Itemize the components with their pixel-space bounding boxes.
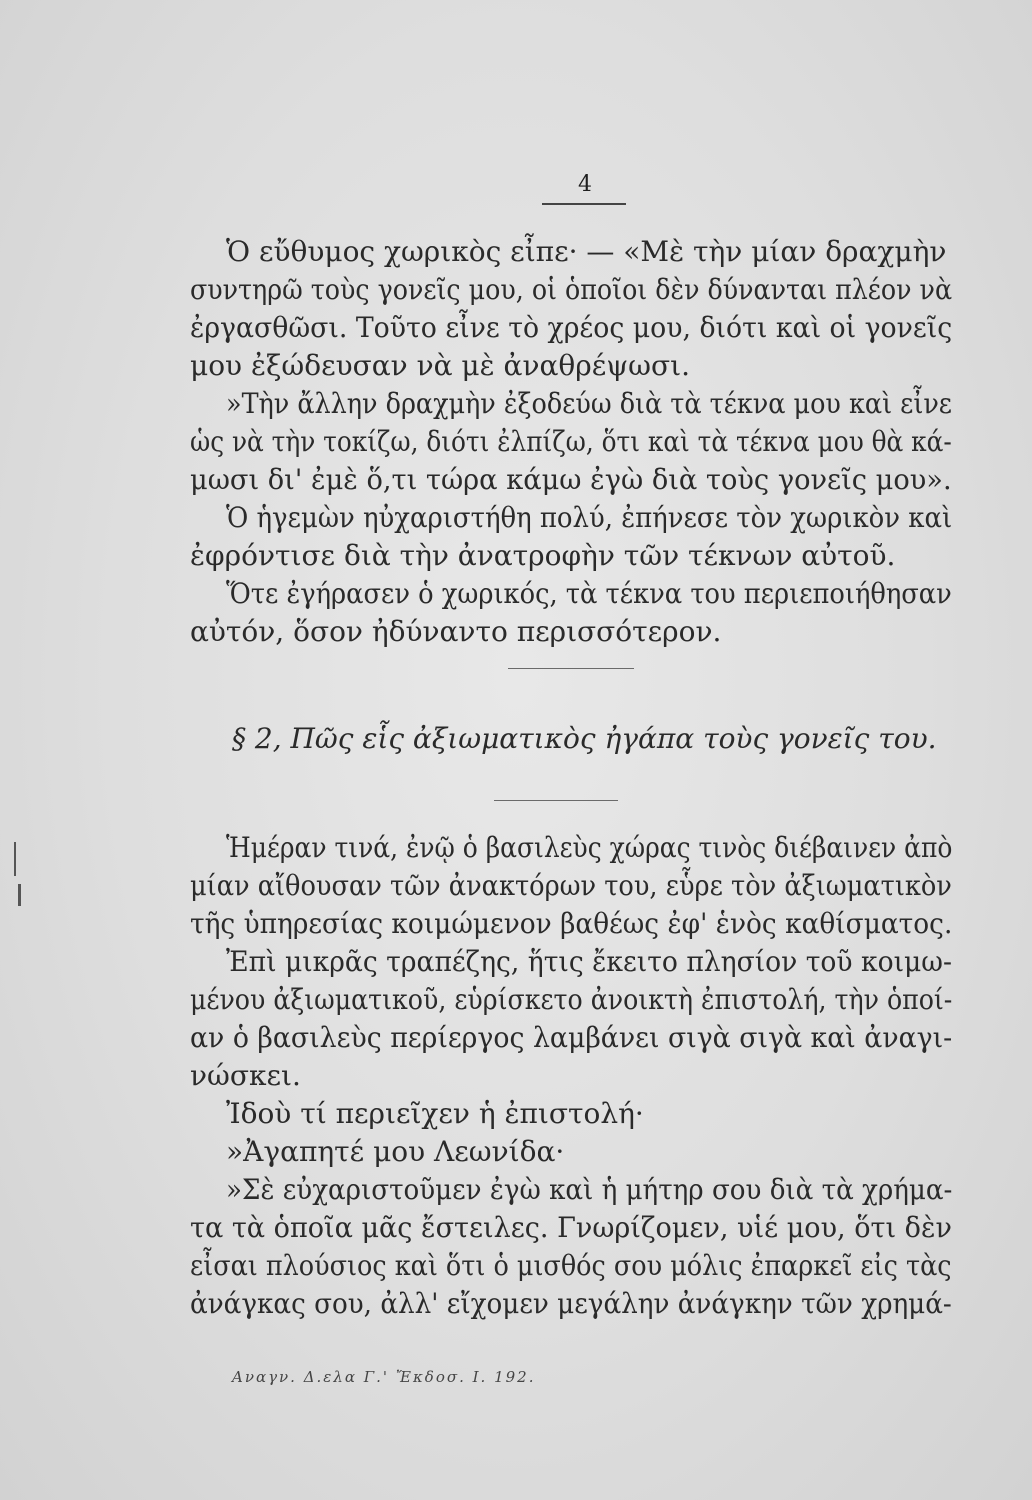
page-number: 4 — [578, 172, 592, 197]
text-line: Ἐπὶ μικρᾶς τραπέζης, ἥτις ἔκειτο πλησίον τοῦ κοιμω- — [226, 945, 952, 978]
margin-mark — [14, 842, 16, 876]
section-separator-top — [508, 668, 634, 669]
text-line: ὡς νὰ τὴν τοκίζω, διότι ἐλπίζω, ὅτι καὶ τὰ τέκνα μου θὰ κά- — [190, 425, 952, 458]
text-line: ἀνάγκας σου, ἀλλ' εἴχομεν μεγάλην ἀνάγκην τῶν χρημά- — [190, 1287, 952, 1320]
text-line: μίαν αἴθουσαν τῶν ἀνακτόρων του, εὗρε τὸν ἀξιωματικὸν — [190, 869, 952, 902]
text-line: μωσι δι' ἐμὲ ὅ,τι τώρα κάμω ἐγὼ διὰ τοὺς γονεῖς μου». — [190, 463, 952, 496]
text-line: μένου ἀξιωματικοῦ, εὑρίσκετο ἀνοικτὴ ἐπιστολή, τὴν ὁποί- — [190, 983, 953, 1016]
text-line: τα τὰ ὁποῖα μᾶς ἔστειλες. Γνωρίζομεν, υἱέ μου, ὅτι δὲν — [190, 1211, 952, 1244]
text-line: ἐργασθῶσι. Τοῦτο εἶνε τὸ χρέος μου, διότι καὶ οἱ γονεῖς — [190, 311, 953, 344]
text-line: Ἡμέραν τινά, ἐνῷ ὁ βασιλεὺς χώρας τινὸς διέβαινεν ἀπὸ — [226, 831, 953, 864]
text-line: αὐτόν, ὅσον ἠδύναντο περισσότερον. — [190, 615, 722, 648]
text-line: Ὁ ἡγεμὼν ηὐχαριστήθη πολύ, ἐπήνεσε τὸν χωρικὸν καὶ — [226, 501, 953, 534]
text-line: Ὁ εὔθυμος χωρικὸς εἶπε· — «Μὲ τὴν μίαν δραχμὴν — [226, 235, 947, 268]
text-line: ἐφρόντισε διὰ τὴν ἀνατροφὴν τῶν τέκνων αὐτοῦ. — [190, 539, 896, 572]
text-line: »Σὲ εὐχαριστοῦμεν ἐγὼ καὶ ἡ μήτηρ σου διὰ τὰ χρήμα- — [226, 1173, 953, 1206]
text-line: εἶσαι πλούσιος καὶ ὅτι ὁ μισθός σου μόλις ἐπαρκεῖ εἰς τὰς — [190, 1249, 952, 1282]
page-number-rule — [542, 203, 626, 205]
text-line: »Ἀγαπητέ μου Λεωνίδα· — [226, 1135, 565, 1168]
section-heading: § 2, Πῶς εἷς ἀξιωματικὸς ἠγάπα τοὺς γονεῖς του. — [232, 722, 937, 755]
text-line: »Τὴν ἄλλην δραχμὴν ἐξοδεύω διὰ τὰ τέκνα μου καὶ εἶνε — [226, 387, 952, 420]
text-line: νώσκει. — [190, 1059, 301, 1092]
text-line: μου ἐξώδευσαν νὰ μὲ ἀναθρέψωσι. — [190, 349, 690, 382]
text-line: αν ὁ βασιλεὺς περίεργος λαμβάνει σιγὰ σιγὰ καὶ ἀναγι- — [190, 1021, 953, 1054]
margin-mark — [18, 884, 21, 906]
printer-footer: Αναγν. Δ.ελα Γ.' Ἔκδοσ. Ι. 192. — [232, 1368, 536, 1386]
text-line: τῆς ὑπηρεσίας κοιμώμενον βαθέως ἐφ' ἑνὸς καθίσματος. — [190, 907, 953, 940]
section-separator-bottom — [494, 800, 618, 801]
text-line: συντηρῶ τοὺς γονεῖς μου, οἱ ὁποῖοι δὲν δύνανται πλέον νὰ — [190, 273, 953, 306]
text-line: Ὅτε ἐγήρασεν ὁ χωρικός, τὰ τέκνα του περιεποιήθησαν — [226, 577, 952, 610]
text-line: Ἰδοὺ τί περιεῖχεν ἡ ἐπιστολή· — [226, 1097, 644, 1130]
